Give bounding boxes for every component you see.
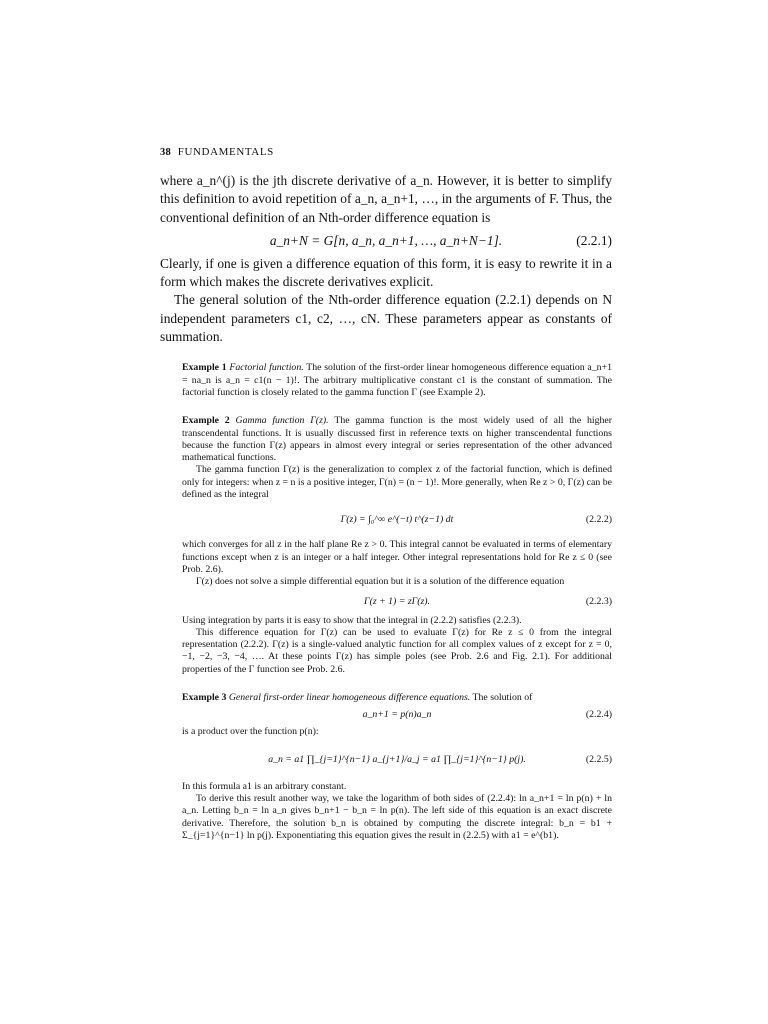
equation-2-2-4-body: a_n+1 = p(n)a_n [362, 709, 432, 721]
equation-2-2-1 [160, 229, 612, 253]
example-2-text-4: Γ(z) does not solve a simple differential equation but it is a solution of the difference equation [196, 576, 565, 588]
example-3 [160, 692, 612, 842]
example-label: Example 3 [182, 692, 227, 704]
equation-2-2-5 [160, 741, 612, 779]
equation-number: (2.2.2) [585, 514, 612, 526]
equation-2-2-4 [160, 708, 612, 722]
equation-number: (2.2.3) [585, 595, 612, 607]
page [160, 146, 612, 842]
equation-2-2-3 [160, 595, 612, 609]
example-3-text-1: is a product over the function p(n): [182, 726, 319, 738]
body-paragraph-3: The general solution of the Nth-order difference equation (2.2.1) depends on N independent parameters c1, c2, …, cN. These parameters appear as constants of summation. [160, 292, 612, 345]
running-header [160, 146, 612, 158]
example-2-text-1 [160, 415, 612, 464]
equation-2-2-2 [160, 503, 612, 537]
example-body: The gamma function is the most widely used of all the higher transcendental functions. It is usually discussed first in reference texts on higher transcendental functions because the function Γ(z) appears in almost every integral or series representation of the other advanced mathematical functions. [182, 415, 613, 464]
example-2-text-2: The gamma function Γ(z) is the generalization to complex z of the factorial function, which is defined only for integers: when z = n is a positive integer, Γ(n) = (n − 1)!. More generally, when Re z > 0, Γ(z) can be defined as the integral [182, 464, 612, 501]
example-2-text-6: This difference equation for Γ(z) can be used to evaluate Γ(z) for Re z ≤ 0 from the integral representation (2.2.2). Γ(z) is a single-valued analytic function for all complex values of z except for z = 0, −1, −2, −3, −4, …. At these points Γ(z) has simple poles (see Prob. 2.6 and Fig. 2.1). For additional properties of the Γ function see Prob. 2.6. [182, 626, 612, 675]
example-1 [160, 362, 612, 399]
body-paragraph-1: where a_n^(j) is the jth discrete derivative of a_n. However, it is better to simplify this definition to avoid repetition of a_n, a_n+1, …, in the arguments of F. Thus, the conventional definition of an Nth-order difference equation is [160, 173, 612, 225]
section-title: FUNDAMENTALS [177, 146, 274, 158]
example-title: General first-order linear homogeneous difference equations. [228, 692, 471, 704]
body-paragraph-2: Clearly, if one is given a difference equation of this form, it is easy to rewrite it in a form which makes the discrete derivatives explicit. [160, 255, 612, 290]
example-title: Gamma function Γ(z). [235, 415, 329, 427]
example-2 [160, 415, 612, 676]
example-2-text-3: which converges for all z in the half plane Re z > 0. This integral cannot be evaluated in terms of elementary functions except when z is an integer or a half integer. Other integral representations hold for Re z ≤ 0 (see Prob. 2.6). [182, 539, 612, 575]
equation-number: (2.2.4) [585, 709, 612, 721]
equation-2-2-2-body: Γ(z) = ∫₀^∞ e^(−t) t^(z−1) dt [340, 514, 454, 526]
example-label: Example 1 [182, 362, 227, 374]
example-3-intro [160, 692, 612, 704]
example-body: The solution of [472, 692, 533, 704]
page-number: 38 [160, 147, 171, 158]
equation-number: (2.2.1) [576, 232, 612, 248]
equation-2-2-1-body: a_n+N = G[n, a_n, a_n+1, …, a_n+N−1]. [269, 232, 503, 248]
example-3-text-3: To derive this result another way, we take the logarithm of both sides of (2.2.4): ln a_n+1 = ln p(n) + ln a_n. Letting b_n = ln a_n gives b_n+1 − b_n = ln p(n). The left side of this equation is an exact discrete derivative. Therefore, the solution b_n is obtained by computing the discrete integral: b_n = b1 + Σ_{j=1}^{n−1} ln p(j). Exponentiating this equation gives the result in (2.2.5) with a1 = e^(b1). [182, 792, 612, 841]
example-label: Example 2 [182, 415, 230, 427]
example-body: The solution of the first-order linear homogeneous difference equation a_n+1 = na_n is a_n = c1(n − 1)!. The arbitrary multiplicative constant c1 is the constant of summation. The factorial function is closely related to the gamma function Γ (see Example 2). [182, 362, 612, 398]
example-title: Factorial function. [229, 362, 304, 374]
example-2-text-5: Using integration by parts it is easy to show that the integral in (2.2.2) satisfies (2.2.3). [182, 614, 522, 626]
equation-2-2-5-body: a_n = a1 ∏_{j=1}^{n−1} a_{j+1}/a_j = a1 ∏_{j=1}^{n−1} p(j). [268, 753, 526, 765]
example-1-text [160, 362, 612, 399]
equation-2-2-3-body: Γ(z + 1) = zΓ(z). [364, 595, 430, 607]
example-3-text-2: In this formula a1 is an arbitrary constant. [182, 780, 347, 792]
equation-number: (2.2.5) [585, 753, 612, 765]
